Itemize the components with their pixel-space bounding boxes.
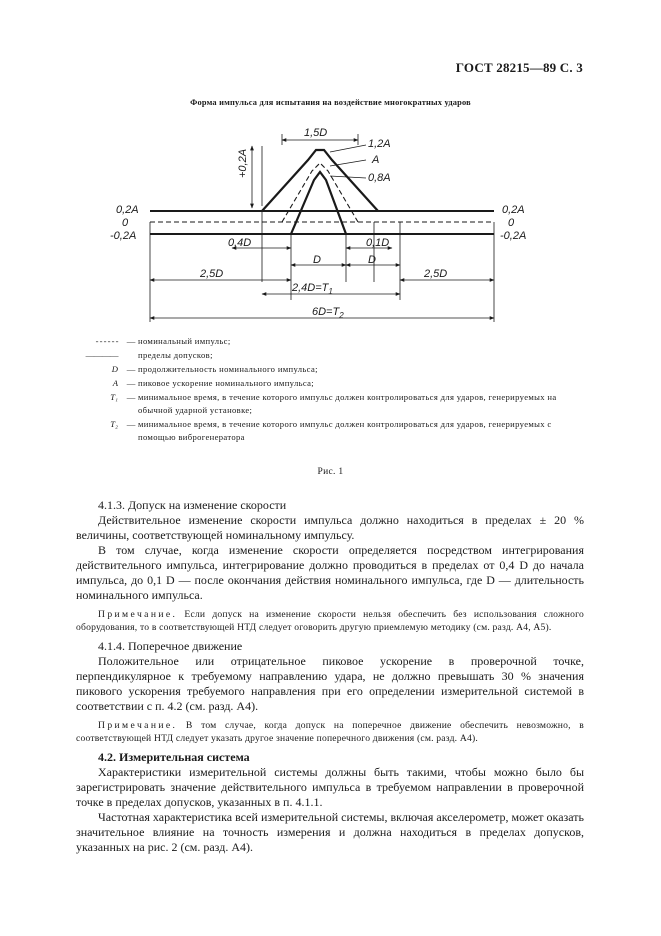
paragraph: Действительное изменение скорости импульса должно находиться в пределах ± 20 % величины, соответствующей номинальному импульсу. [76,513,584,542]
paragraph: Характеристики измерительной системы должны быть такими, чтобы можно было бы зарегистрировать значение действительного импульса в требуемом направлении в проверочной точке в пределах допусков, указанных в п. 4.1.1. [76,765,584,809]
label-t2: $6D=T_2$ [312,306,344,320]
figure-title: Форма импульса для испытания на воздействие многократных ударов [190,98,471,107]
label-lead: 0,4D [228,237,252,249]
label-upper-tol: +0,2A [237,148,249,178]
document-body [76,498,584,855]
legend-item: A — пиковое ускорение номинального импульса; [112,378,315,388]
legend-item: ———— пределы допусков; [85,350,213,360]
pulse-shape-diagram [0,118,661,333]
page-header: ГОСТ 28215—89 С. 3 [455,60,583,75]
label-right-span: 2,5D [424,268,448,280]
baseline-lines [150,211,494,234]
paragraph: В том случае, когда изменение скорости определяется посредством интегрирования действительного импульса, интегрирование должно проводиться в пределах от 0,4 D до начала импульса, до 0,1 D — после окончания действия номинального импульса, где D — длительность номинального импульса. [76,543,584,602]
legend-item: T₂ — минимальное время, в течение которого импульс должен контролироваться для ударов, генерируемых с помощью виброгенератора [110,419,552,442]
label-peak-high: 1,2A [368,138,391,150]
leader-lines [330,145,366,178]
legend-item: D — продолжительность номинального импульса; [111,364,318,374]
section-4-1-3-title: 4.1.3. Допуск на изменение скорости [98,498,287,512]
label-peak-nom: A [372,154,380,166]
label-left-minus: -0,2A [110,230,137,242]
legend-item: - - - - - - — номинальный импульс; [95,336,231,346]
label-trail: 0,1D [366,237,390,249]
label-right-plus: 0,2A [502,204,525,216]
section-4-1-4-title: 4.1.4. Поперечное движение [98,639,243,653]
figure-caption: Рис. 1 [317,467,344,477]
label-left-span: 2,5D [200,268,224,280]
section-4-2-title: 4.2. Измерительная система [98,750,250,764]
label-right-minus: -0,2A [500,230,527,242]
label-right-zero: 0 [508,217,515,229]
pulse-outlines [262,150,378,234]
label-left-zero: 0 [122,217,129,229]
paragraph: Положительное или отрицательное пиковое ускорение в проверочной точке, перпендикулярное к требуемому направлению удара, не должно превышать 30 % значения пикового ускорения требуемого направления при его определении измерительной системой в соответствии с п. 4.2 (см. разд. А4). [76,654,584,713]
label-dur-left: D [313,254,321,266]
note: Примечание. В том случае, когда допуск на поперечное движение обеспечить невозможно, в соответствующей НТД следует указать другое значение поперечного движения (см. разд. А4). [76,720,584,744]
diagram-labels [110,127,526,320]
paragraph: Частотная характеристика всей измерительной системы, включая акселерометр, может оказать значительное влияние на точность измерения и должна находиться в пределах допусков, указанных на рис. 2 (см. разд. А4). [76,810,584,854]
label-left-plus: 0,2A [116,204,139,216]
note: Примечание. Если допуск на изменение скорости нельзя обеспечить без использования сложного оборудования, то в соответствующей НТД следует оговорить другую приемлемую методику (см. разд. А4, А5). [76,609,584,633]
label-t1: $2,4D=T_1$ [292,282,333,296]
label-width-top: 1,5D [304,127,328,139]
figure-legend [64,335,584,445]
legend-item: T₁ — минимальное время, в течение которого импульс должен контролироваться для ударов, генерируемых на обычной ударной установке; [110,392,557,415]
label-peak-low: 0,8A [368,172,391,184]
label-dur-right: D [368,254,376,266]
